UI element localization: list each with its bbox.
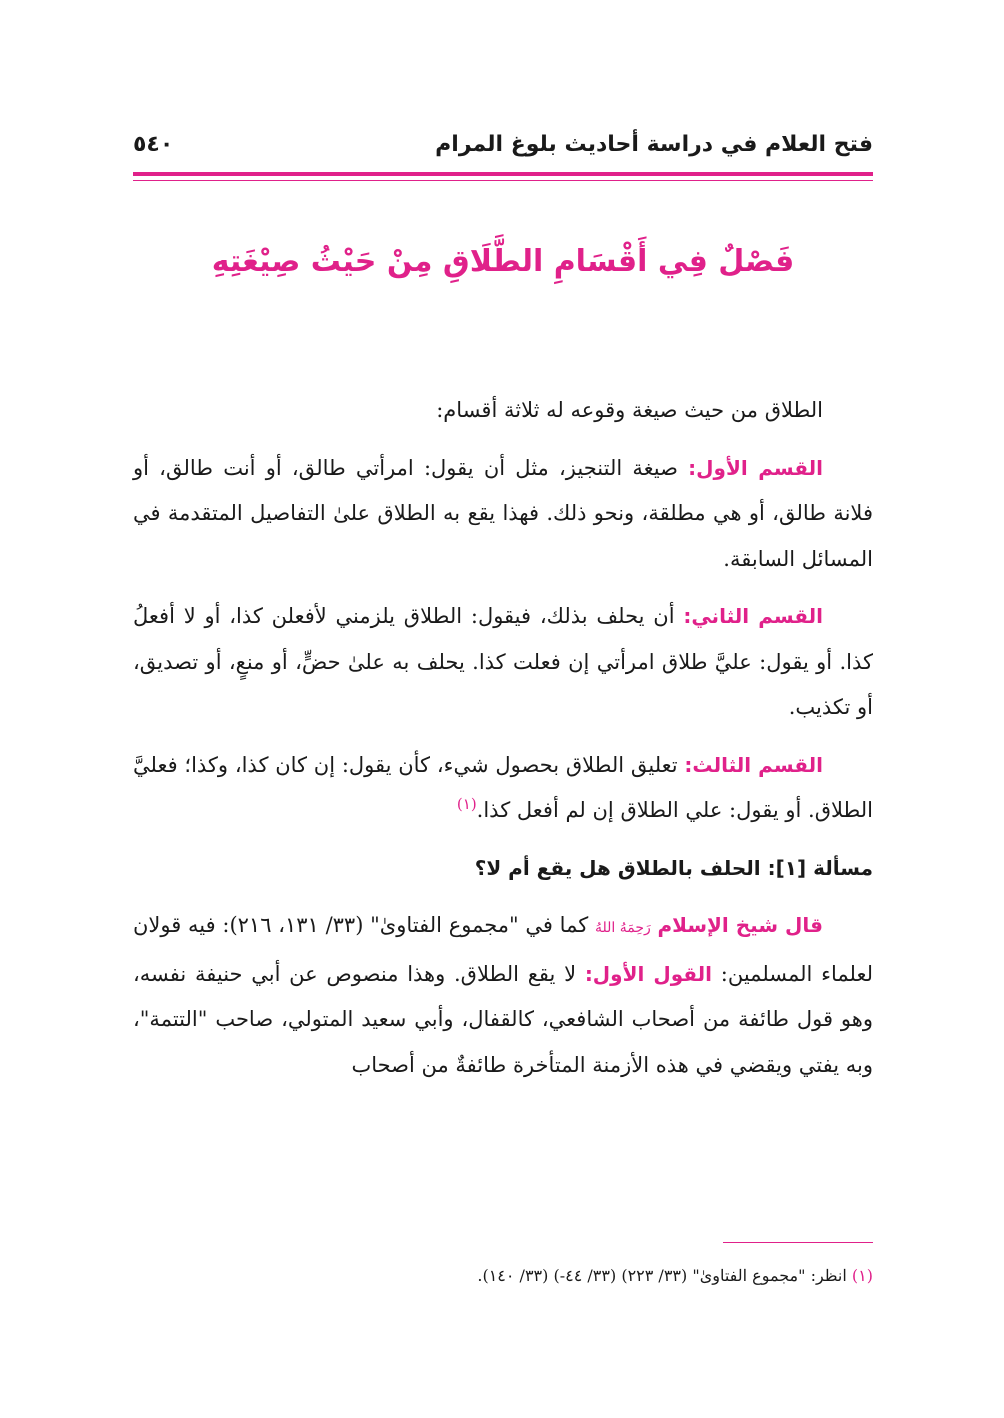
header-rule-thick [133,172,873,176]
intro-paragraph: الطلاق من حيث صيغة وقوعه له ثلاثة أقسام: [436,398,823,422]
first-opinion-text: لا يقع الطلاق. وهذا منصوص عن أبي حنيفة نفسه، وهو قول طائفة من أصحاب الشافعي، كالقفال، وأبي سعيد المتولي، صاحب "التتمة"، وبه يفتي ويقضي في هذه الأزمنة المتأخرة طائفةٌ من أصحاب [133,961,873,1077]
paragraph-first-type [133,446,873,583]
second-type-label: القسم الثاني: [683,604,823,628]
first-opinion-label: القول الأول: [584,961,713,986]
body-text [133,388,873,1100]
footnote-rule [723,1242,873,1243]
header-rule-thin [133,180,873,181]
footnote [133,1266,873,1285]
footnote-text: انظر: "مجموع الفتاوىٰ" (٣٣/ ٢٢٣) (٣٣/ ٤٤-) (٣٣/ ١٤٠). [477,1266,847,1285]
second-type-text: أن يحلف بذلك، فيقول: الطلاق يلزمني لأفعلن كذا، أو لا أفعلُ كذا. أو يقول: عليَّ طلاق امرأتي إن فعلت كذا. يحلف به علىٰ حضٍّ، أو منعٍ، أو تصديق، أو تكذيب. [133,604,873,719]
footnote-reference[interactable]: (١) [456,795,477,813]
paragraph-third-type [133,743,873,834]
question-heading: مسألة [١]: الحلف بالطلاق هل يقع أم لا؟ [474,855,873,880]
third-type-label: القسم الثالث: [684,752,823,777]
first-type-text: صيغة التنجيز، مثل أن يقول: امرأتي طالق، أو أنت طالق، أو فلانة طالق، أو هي مطلقة، ونحو ذلك. فهذا يقع به الطلاق علىٰ التفاصيل المتقدمة في المسائل السابقة. [133,455,873,571]
first-type-label: القسم الأول: [688,455,823,480]
paragraph-ruling [133,903,873,1088]
scholar-label: قال شيخ الإسلام [657,913,823,937]
page-number: ٥٤٠ [133,132,174,157]
footnote-number: (١) [851,1266,873,1285]
paragraph-second-type [133,594,873,731]
page-header [133,128,873,168]
ruling-intro-text: كما في "مجموع الفتاوىٰ" (٣٣/ ١٣١، ٢١٦): فيه قولان لعلماء المسلمين: [133,913,874,986]
honorific-glyph: رَحِمَهُ اللهُ [594,920,651,936]
third-type-text: تعليق الطلاق بحصول شيء، كأن يقول: إن كان كذا، وكذا؛ فعليَّ الطلاق. أو يقول: علي الطلاق إن لم أفعل كذا. [133,752,873,822]
running-title: فتح العلام في دراسة أحاديث بلوغ المرام [435,132,873,157]
section-title: فَصْلٌ فِي أَقْسَامِ الطَّلَاقِ مِنْ حَيْثُ صِيْغَتِهِ [211,244,795,279]
